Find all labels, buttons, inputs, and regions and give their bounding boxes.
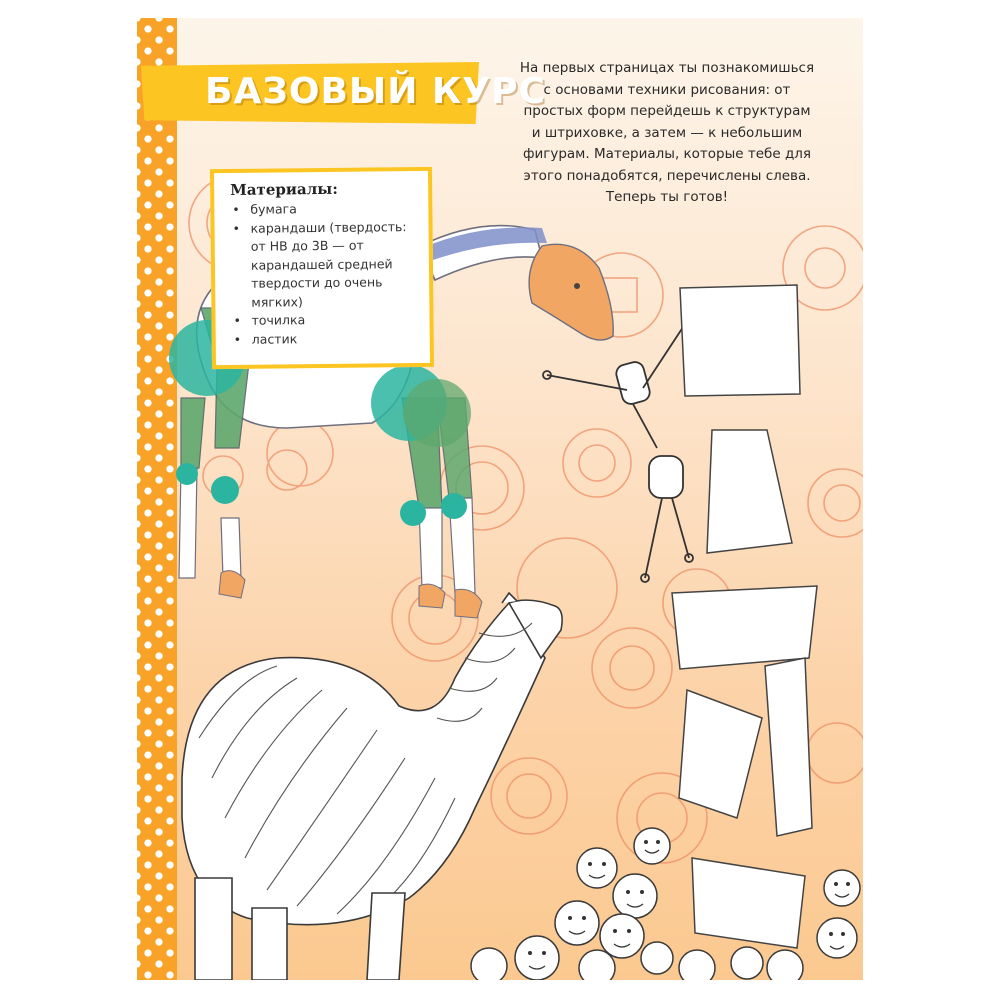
stick-figure-sketch (543, 314, 693, 582)
materials-box (210, 167, 434, 369)
paper-sheets-sketch (672, 285, 817, 948)
list-item: • точилка (231, 310, 419, 330)
list-item: • ластик (232, 328, 420, 348)
materials-list (230, 199, 420, 349)
list-item: • бумага (230, 199, 418, 219)
list-item: • карандаши (твердость: от НВ до 3В — от карандашей средней твердости до очень мягких) (230, 217, 419, 311)
intro-paragraph: На первых страницах ты познакомишься с основами техники рисования: от простых форм перейдешь к структурам и штриховке, а затем — к небольшим фигурам. Материалы, которые тебе для этого понадобятся, перечислены слева. Теперь ты готов! (519, 60, 815, 205)
materials-title: Материалы: (230, 179, 338, 199)
book-page (137, 18, 863, 980)
page-title: БАЗОВЫЙ КУРС (205, 71, 546, 112)
camel-sketch (182, 593, 562, 980)
